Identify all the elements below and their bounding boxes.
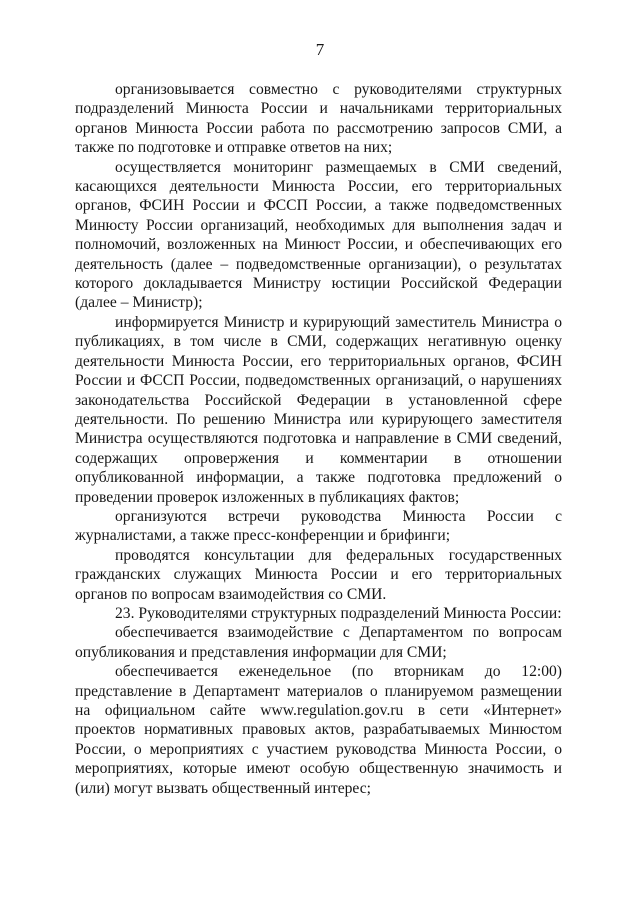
paragraph: осуществляется мониторинг размещаемых в СМИ сведений, касающихся деятельности Минюста России, его территориальных органов, ФСИН России и ФССП России, а также подведомственных Минюсту России организаций, необходимых для выполнения задач и полномочий, возложенных на Минюст России, и обеспечивающих его деятельность (далее – подведомственные организации), о результатах которого докладывается Министру юстиции Российской Федерации (далее – Министр); bbox=[75, 158, 562, 312]
paragraph: организуются встречи руководства Минюста России с журналистами, а также пресс-конференции и брифинги; bbox=[75, 507, 562, 545]
paragraph-heading: 23. Руководителями структурных подразделений Минюста России: bbox=[115, 604, 562, 622]
document-body bbox=[75, 80, 562, 798]
paragraph: информируется Министр и курирующий заместитель Министра о публикациях, в том числе в СМИ, содержащих негативную оценку деятельности Минюста России, его территориальных органов, ФСИН России и ФССП России, подведомственных организаций, о нарушениях законодательства Российской Федерации в установленной сфере деятельности. По решению Министра или курирующего заместителя Министра осуществляются подготовка и направление в СМИ сведений, содержащих опровержения и комментарии в отношении опубликованной информации, а также подготовка предложений о проведении проверок изложенных в публикациях фактов; bbox=[75, 313, 562, 506]
paragraph: обеспечивается взаимодействие с Департаментом по вопросам опубликования и представления информации для СМИ; bbox=[75, 624, 562, 661]
paragraph: проводятся консультации для федеральных государственных гражданских служащих Минюста России и его территориальных органов по вопросам взаимодействия со СМИ. bbox=[75, 546, 562, 603]
page-number: 7 bbox=[315, 40, 325, 59]
paragraph: обеспечивается еженедельное (по вторникам до 12:00) представление в Департамент материалов о планируемом размещении на официальном сайте www.regulation.gov.ru в сети «Интернет» проектов нормативных правовых актов, разрабатываемых Минюстом России, о мероприятиях с участием руководства Минюста России, о мероприятиях, которые имеют особую общественную значимость и (или) могут вызвать общественный интерес; bbox=[75, 663, 562, 797]
paragraph: организовывается совместно с руководителями структурных подразделений Минюста России и начальниками территориальных органов Минюста России работа по рассмотрению запросов СМИ, а также по подготовке и отправке ответов на них; bbox=[75, 81, 562, 157]
